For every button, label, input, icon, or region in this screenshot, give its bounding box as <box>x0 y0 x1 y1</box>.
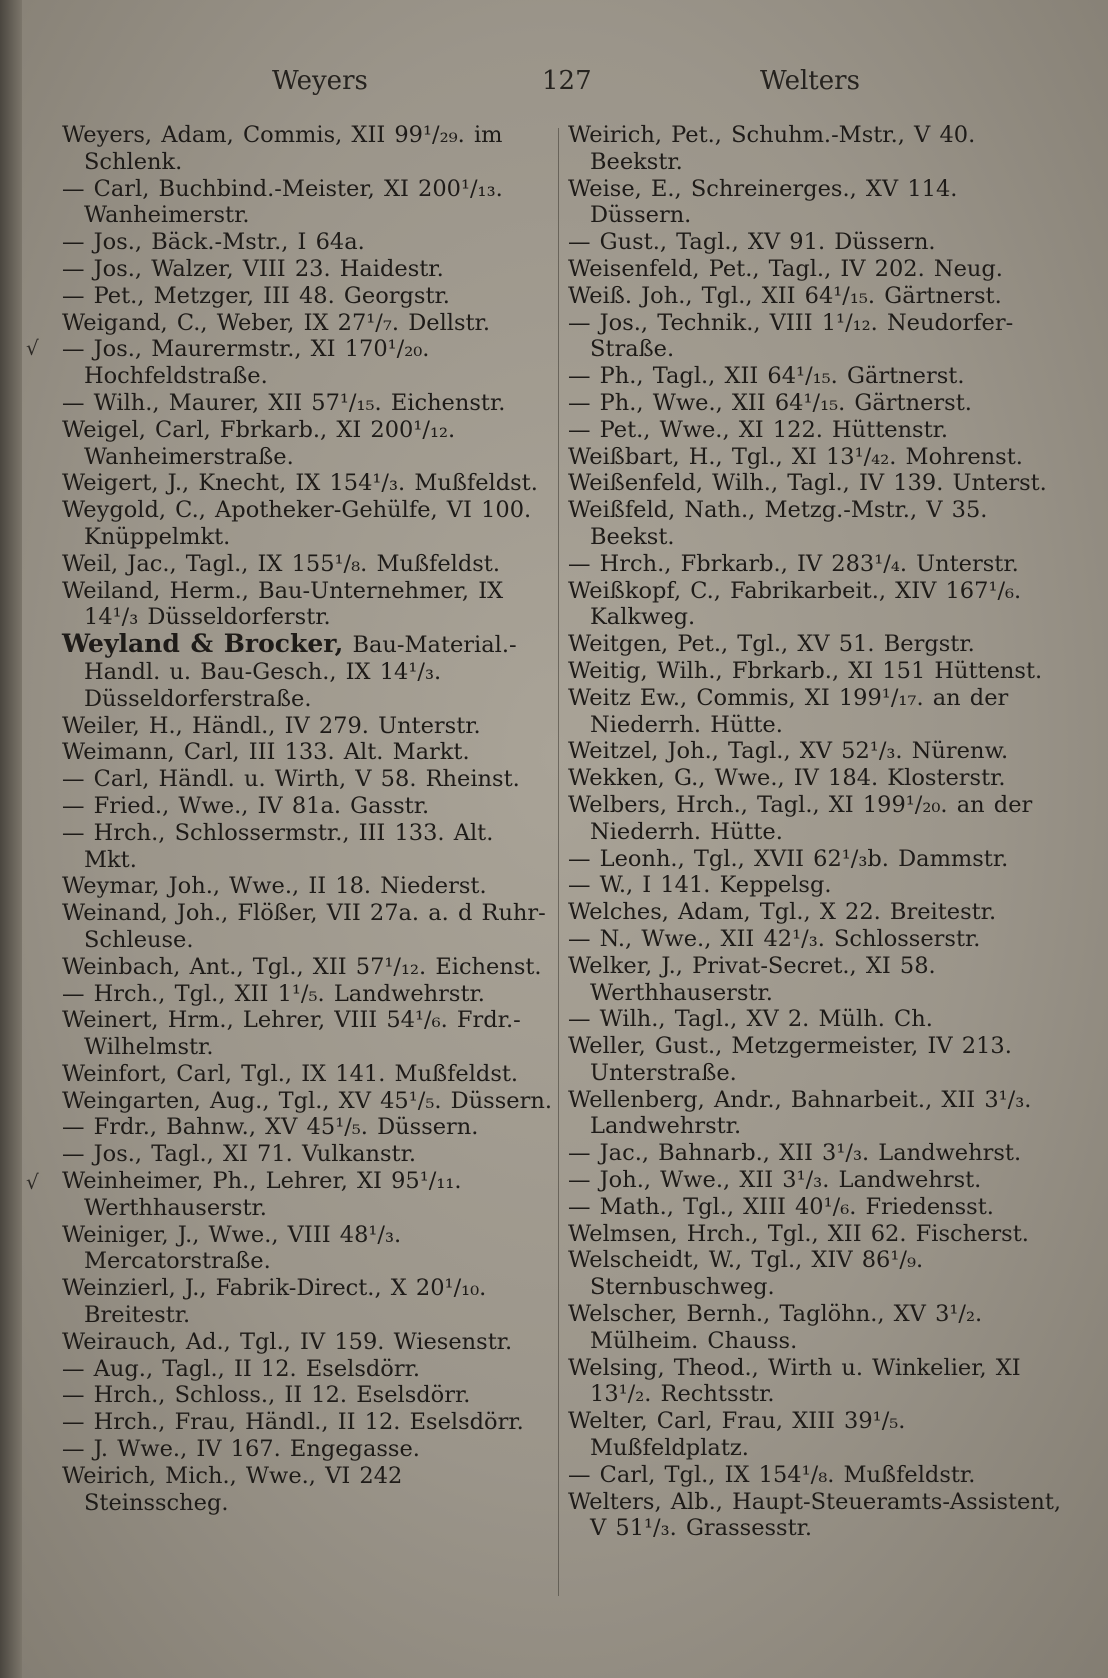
page-number: 127 <box>542 66 592 96</box>
directory-entry: — Wilh., Tagl., XV 2. Mülh. Ch. <box>568 1006 933 1033</box>
directory-entry: — Pet., Metzger, III 48. Georgstr. <box>62 282 450 309</box>
directory-entry: Weygold, C., Apotheker-Gehülfe, VI 100. Knüppelmkt. <box>62 497 532 550</box>
directory-entry: Weitig, Wilh., Fbrkarb., XI 151 Hüttenst. <box>568 657 1043 684</box>
directory-entry: Weingarten, Aug., Tgl., XV 45¹/₅. Düssern. <box>62 1087 552 1114</box>
directory-entry: Weise, E., Schreinerges., XV 114. Düssern. <box>568 175 958 229</box>
directory-entry: Weinzierl, J., Fabrik-Direct., X 20¹/₁₀. Breitestr. <box>62 1275 487 1329</box>
directory-entry: Weitgen, Pet., Tgl., XV 51. Bergstr. <box>568 631 975 658</box>
directory-entry: — Hrch., Frau, Händl., II 12. Eselsdörr. <box>62 1409 524 1436</box>
firm-name: Weyland & Brocker, <box>62 629 344 659</box>
directory-entry: Weisenfeld, Pet., Tagl., IV 202. Neug. <box>568 255 1003 282</box>
directory-entry: Weirich, Mich., Wwe., VI 242 Steinsscheg. <box>62 1462 403 1516</box>
directory-entry: Wellenberg, Andr., Bahnarbeit., XII 3¹/₃. Landwehrstr. <box>568 1086 1032 1140</box>
directory-entry: Weiniger, J., Wwe., VIII 48¹/₃. Mercatorstraße. <box>62 1221 402 1275</box>
margin-check-mark: √ <box>26 1170 39 1194</box>
directory-entry: — Carl, Händl. u. Wirth, V 58. Rheinst. <box>62 766 520 793</box>
directory-entry: Weil, Jac., Tagl., IX 155¹/₈. Mußfeldst. <box>62 550 500 577</box>
directory-entry: Welker, J., Privat-Secret., XI 58. Werthhauserstr. <box>568 952 936 1006</box>
running-header <box>0 66 1108 100</box>
directory-entry: Weißkopf, C., Fabrikarbeit., XIV 167¹/₆. Kalkweg. <box>568 577 1022 631</box>
directory-entry: Welscher, Bernh., Taglöhn., XV 3¹/₂. Mülheim. Chauss. <box>568 1301 983 1354</box>
directory-entry: — Frdr., Bahnw., XV 45¹/₅. Düssern. <box>62 1114 479 1141</box>
directory-entry: — W., I 141. Keppelsg. <box>568 872 832 899</box>
directory-entry: Weirich, Pet., Schuhm.-Mstr., V 40. Beekstr. <box>568 122 976 175</box>
directory-entry: — Jos., Tagl., XI 71. Vulkanstr. <box>62 1141 417 1168</box>
directory-entry: Wekken, G., Wwe., IV 184. Klosterstr. <box>568 765 1006 792</box>
directory-entry: — Jos., Walzer, VIII 23. Haidestr. <box>62 255 444 282</box>
directory-entry: Welscheidt, W., Tgl., XIV 86¹/₉. Sternbuschweg. <box>568 1247 924 1301</box>
directory-entry: — Jos., Maurermstr., XI 170¹/₂₀. Hochfeldstraße. <box>62 336 430 390</box>
directory-entry: — Math., Tgl., XIII 40¹/₆. Friedensst. <box>568 1193 994 1220</box>
directory-entry: Weinert, Hrm., Lehrer, VIII 54¹/₆. Frdr.-Wilhelmstr. <box>62 1007 521 1061</box>
header-left-catchword: Weyers <box>272 66 368 96</box>
directory-entry: — Wilh., Maurer, XII 57¹/₁₅. Eichenstr. <box>62 389 506 416</box>
directory-entry: — Ph., Wwe., XII 64¹/₁₅. Gärtnerst. <box>568 389 972 416</box>
directory-entry: Welter, Carl, Frau, XIII 39¹/₅. Mußfeldplatz. <box>568 1408 906 1462</box>
directory-entry: Weiler, H., Händl., IV 279. Unterstr. <box>62 712 481 739</box>
directory-entry: Weller, Gust., Metzgermeister, IV 213. Unterstraße. <box>568 1033 1012 1086</box>
directory-entry: Weiland, Herm., Bau-Unternehmer, IX 14¹/₃ Düsseldorferstr. <box>62 577 504 631</box>
directory-entry: — Joh., Wwe., XII 3¹/₃. Landwehrst. <box>568 1167 982 1194</box>
directory-entry: Weinbach, Ant., Tgl., XII 57¹/₁₂. Eichenst. <box>62 953 542 980</box>
directory-entry: Weigel, Carl, Fbrkarb., XI 200¹/₁₂. Wanheimerstraße. <box>62 416 456 470</box>
page-gutter-shadow <box>0 0 22 1678</box>
directory-entry: — Pet., Wwe., XI 122. Hüttenstr. <box>568 416 949 443</box>
directory-entry: Weymar, Joh., Wwe., II 18. Niederst. <box>62 873 487 900</box>
directory-entry: Welches, Adam, Tgl., X 22. Breitestr. <box>568 899 997 926</box>
directory-entry: — Hrch., Fbrkarb., IV 283¹/₄. Unterstr. <box>568 550 1019 577</box>
directory-entry: Welsing, Theod., Wirth u. Winkelier, XI 13¹/₂. Rechtsstr. <box>568 1354 1021 1408</box>
directory-entry: Weirauch, Ad., Tgl., IV 159. Wiesenstr. <box>62 1328 513 1355</box>
directory-entry: Weißfeld, Nath., Metzg.-Mstr., V 35. Beekst. <box>568 497 988 550</box>
directory-entry: — Jac., Bahnarb., XII 3¹/₃. Landwehrst. <box>568 1140 1022 1167</box>
right-column <box>568 122 1066 1542</box>
margin-check-mark: √ <box>26 336 39 360</box>
directory-entry: — Carl, Tgl., IX 154¹/₈. Mußfeldstr. <box>568 1461 976 1488</box>
directory-entry: — Aug., Tagl., II 12. Eselsdörr. <box>62 1355 421 1382</box>
directory-entry: Weitz Ew., Commis, XI 199¹/₁₇. an der Niederrh. Hütte. <box>568 684 1009 738</box>
directory-entry: Welters, Alb., Haupt-Steueramts-Assistent, V 51¹/₃. Grassesstr. <box>568 1488 1062 1542</box>
firm-details: Bau-Material.-Handl. u. Bau-Gesch., IX 14¹/₃. Düsseldorferstraße. <box>84 632 517 712</box>
directory-entry: — Hrch., Schloss., II 12. Eselsdörr. <box>62 1382 471 1409</box>
directory-entry: Welbers, Hrch., Tagl., XI 199¹/₂₀. an der Niederrh. Hütte. <box>568 791 1033 845</box>
directory-entry: Weißenfeld, Wilh., Tagl., IV 139. Unterst. <box>568 470 1047 497</box>
directory-entry: Weigert, J., Knecht, IX 154¹/₃. Mußfeldst. <box>62 470 538 497</box>
column-divider <box>558 128 559 1596</box>
directory-entry: Weimann, Carl, III 133. Alt. Markt. <box>62 739 470 766</box>
directory-entry: Welmsen, Hrch., Tgl., XII 62. Fischerst. <box>568 1220 1029 1247</box>
directory-entry: — Fried., Wwe., IV 81a. Gasstr. <box>62 792 430 819</box>
directory-entry: — J. Wwe., IV 167. Engegasse. <box>62 1436 420 1463</box>
directory-entry: — Carl, Buchbind.-Meister, XI 200¹/₁₃. Wanheimerstr. <box>62 175 503 229</box>
directory-entry: Weißbart, H., Tgl., XI 13¹/₄₂. Mohrenst. <box>568 443 1023 470</box>
directory-entry: Weigand, C., Weber, IX 27¹/₇. Dellstr. <box>62 309 490 336</box>
directory-entry: — Leonh., Tgl., XVII 62¹/₃b. Dammstr. <box>568 845 1009 872</box>
directory-entry-bold-firm <box>62 631 554 712</box>
directory-entry: — Gust., Tagl., XV 91. Düssern. <box>568 229 936 256</box>
directory-entry: Weitzel, Joh., Tagl., XV 52¹/₃. Nürenw. <box>568 738 1009 765</box>
directory-entry: Weinand, Joh., Flößer, VII 27a. a. d Ruhr-Schleuse. <box>62 900 546 953</box>
directory-entry: Weinfort, Carl, Tgl., IX 141. Mußfeldst. <box>62 1060 519 1087</box>
directory-entry: — Hrch., Tgl., XII 1¹/₅. Landwehrstr. <box>62 980 485 1007</box>
directory-entry: — N., Wwe., XII 42¹/₃. Schlosserstr. <box>568 925 981 952</box>
directory-entry: Weiß. Joh., Tgl., XII 64¹/₁₅. Gärtnerst. <box>568 282 1002 309</box>
directory-entry: — Hrch., Schlossermstr., III 133. Alt. Mkt. <box>62 819 494 873</box>
directory-entry: — Jos., Technik., VIII 1¹/₁₂. Neudorfer-Straße. <box>568 309 1014 363</box>
directory-entry: Weyers, Adam, Commis, XII 99¹/₂₉. im Schlenk. <box>62 122 503 175</box>
directory-entry: Weinheimer, Ph., Lehrer, XI 95¹/₁₁. Werthhauserstr. <box>62 1168 462 1221</box>
header-right-catchword: Welters <box>760 66 860 96</box>
left-column <box>62 122 554 1516</box>
directory-entry: — Jos., Bäck.-Mstr., I 64a. <box>62 229 365 256</box>
directory-entry: — Ph., Tagl., XII 64¹/₁₅. Gärtnerst. <box>568 363 965 390</box>
